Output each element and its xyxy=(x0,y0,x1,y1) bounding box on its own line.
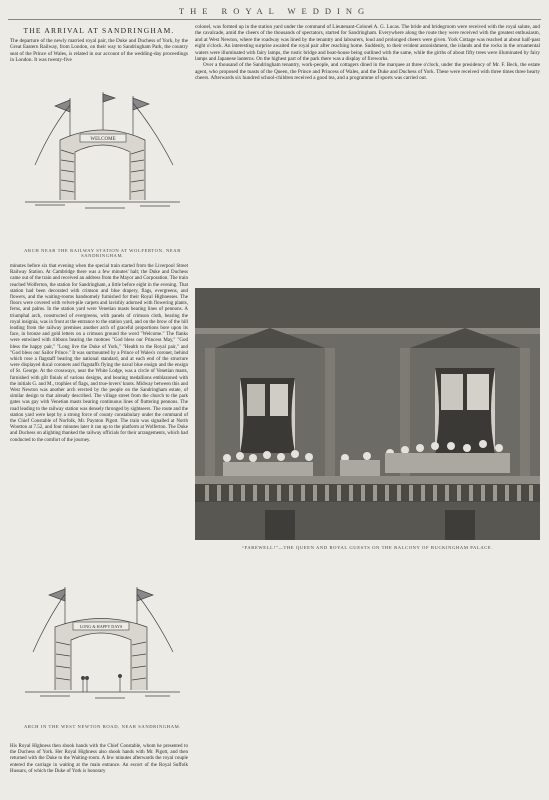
article-title: THE ARRIVAL AT SANDRINGHAM. xyxy=(23,26,175,35)
photo-caption: “FAREWELL!”—THE QUEEN AND ROYAL GUESTS ON THE BALCONY OF BUCKINGHAM PALACE. xyxy=(241,545,494,550)
balcony-photograph xyxy=(195,288,540,540)
page-header: THE ROYAL WEDDING xyxy=(178,6,371,16)
header-rule xyxy=(8,19,541,20)
left-main-paragraph: minutes before six that evening when the special train started from the Liverpool Street Railway Station. At Cambridge there was a few minutes' halt; the Duke and Duchess came out of the train and received an address from the Mayor and Corporation. The train reached Wolferton, the station for Sandringham, a little before eight in the evening. That station had been decorated with crimson and blue drapery, flags, evergreens, and flowers, and the waiting-rooms handsomely furnished for their Royal Highnesses. The floors were covered with velvet-pile carpets and lavishly adorned with flowering plants, ferns, and palms. In the station yard were Venetian masts bearing lines of pennons. A triumphal arch, constructed of evergreens, with panels of crimson cloth, bearing the royal insignia, was in front at the entrance to the station yard, and on the brow of the hill leading from the railway premises another arch of graceful proportions bore upon its face, in bronze and gold letters on a crimson ground the word "Welcome." The flanks were entwined with ribbons bearing the mottoes "God bless our Princess May," "God bless the happy pair," "Long live the Duke of York," "Health to the Royal pair," and "God bless our Sailor Prince." It was surmounted by a Prince of Wales's coronet, behind which rose a flagstaff bearing the national standard, and at each end of the structure were displayed ducal coronets and flagstaffs flying the naval blue ensign and the ensign of St. George. At the crossways, near the White Lodge, was a circle of Venetian masts, furnished with gilt finials of various designs, and bearing medallions emblazoned with the initials G. and M., trophies of flags, and true-lovers' knots. Midway between this and West Newton was another arch erected by the people on the Sandringham estate, of similar design to that already described. The village street from the church to the park gates was gay with Venetian masts bearing continuous lines of fluttering pennons. The road leading to the railway station was densely thronged by sightseers. The route and the station yard were kept by a strong force of county constabulary under the command of the Chief Constable of Norfolk, Mr. Paynton Pigott. The train was signalled at North Wootton at 7.52, and four minutes later it ran up to the platform at Wolferton. The Duke and Duchess on alighting thanked the railway officials for their arrangements, which had conducted to the comfort of the journey. xyxy=(10,264,188,443)
left-column xyxy=(10,24,188,64)
intro-paragraph: The departure of the newly married royal pair, the Duke and Duchess of York, by the Great Eastern Railway, from London, on their way to Sandringham Park, the country seat of the Prince of Wales, is related in our account of the wedding-day proceedings in London. It was twenty-five xyxy=(10,38,188,64)
right-column xyxy=(195,24,540,82)
arch-illustration-wolferton xyxy=(25,90,180,225)
left-bottom-paragraph: His Royal Highness then shook hands with the Chief Constable, whom he presented to the Duchess of York. Her Royal Highness also shook hands with Mr. Pigott, and then returned with the Duke to the Waiting-room. A few minutes afterwards the royal couple entered the carriage in waiting at the main entrance. An escort of the Royal Suffolk Hussars, of which the Duke of York is honorary xyxy=(10,744,188,774)
right-top-paragraph-2: Over a thousand of the Sandringham tenantry, work-people, and cottagers dined in the marquee at three o'clock, under the presidency of Mr. F. Beck, the estate agent, who proposed the toasts of the Queen, the Prince and Princess of Wales, and the Duke and Duchess of York. These were received with three times three hearty cheers. Afterwards six hundred school-children received a good tea, and a programme of sports was carried out. xyxy=(195,62,540,82)
arch-welcome-sign: WELCOME xyxy=(90,137,116,142)
arch-long-happy-days-sign: LONG & HAPPY DAYS xyxy=(79,624,123,629)
arch-illustration-west-newton xyxy=(25,582,180,712)
arch1-caption: ARCH NEAR THE RAILWAY STATION AT WOLFERTON, NEAR SANDRINGHAM. xyxy=(24,248,181,258)
right-top-paragraph: colonel, was formed up in the station yard under the command of Lieutenant-Colonel A. G. Lucas. The bride and bridegroom were received with the royal salute, and the cavalcade, amid the cheers of the thousands of spectators, started for Sandringham. Everywhere along the route they were received with the greatest enthusiasm, and at West Newton, where the roadway was lined by the tenantry and labourers, loud and prolonged cheers were given. York Cottage was reached at about half-past eight o'clock. An interesting surprise awaited the royal pair after reaching home. Suddenly, to their evident astonishment, the islands and the rocks in the ornamental waters were illuminated with fairy lamps, the rustic bridge and boat-house being outlined with the same, while the girths of about fifty trees were illuminated by fairy lamps and Japanese lanterns. On the highest part of the park there was a display of fireworks. xyxy=(195,24,540,63)
arch2-caption: ARCH IN THE WEST NEWTON ROAD, NEAR SANDRINGHAM. xyxy=(23,724,182,729)
